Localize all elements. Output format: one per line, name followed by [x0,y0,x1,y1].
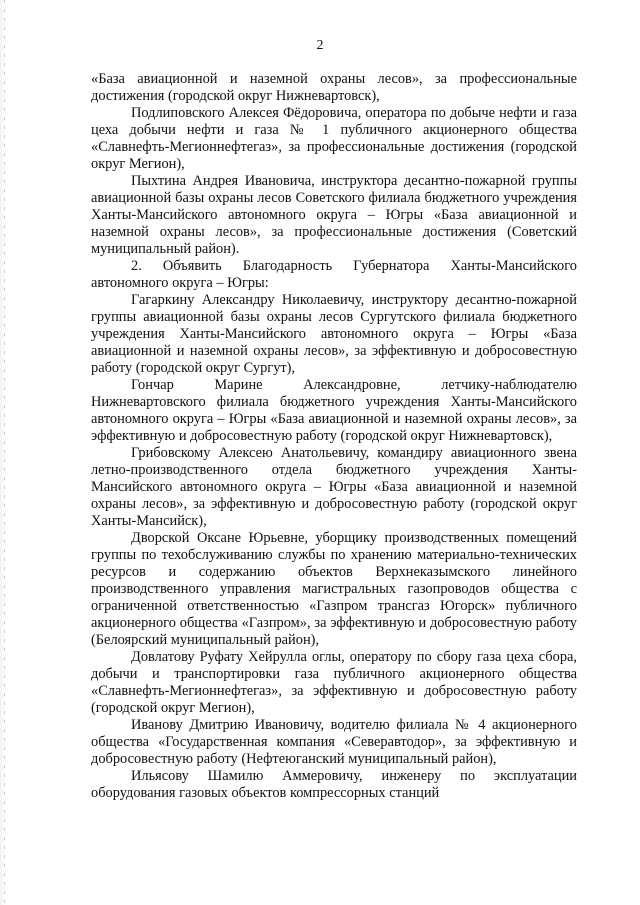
paragraph-gagarkin: Гагаркину Александру Николаевичу, инструктору десантно-пожарной группы авиационной базы охраны лесов Сургутского филиала бюджетного учреждения Ханты-Мансийского автономного округа – Югры «База авиационной и наземной охраны лесов», за эффективную и добросовестную работу (городской округ Сургут), [91,292,577,376]
paragraph-gribovsky: Грибовскому Алексею Анатольевичу, командиру авиационного звена летно-производственного отдела бюджетного учреждения Ханты-Мансийского автономного округа – Югры «База авиационной и наземной охраны лесов», за эффективную и добросовестную работу (городской округ Ханты-Мансийск), [91,445,577,529]
scan-edge-line [4,0,5,905]
document-body [91,71,577,802]
paragraph-gonchar: Гончар Марине Александровне, летчику-наблюдателю Нижневартовского филиала бюджетного учреждения Ханты-Мансийского автономного округа – Югры «База авиационной и наземной охраны лесов», за эффективную и добросовестную работу (городской округ Нижневартовск), [91,377,577,444]
paragraph-section-2: 2. Объявить Благодарность Губернатора Ханты-Мансийского автономного округа – Югры: [91,258,577,291]
paragraph-podlipovsky: Подлиповского Алексея Фёдоровича, оператора по добыче нефти и газа цеха добычи нефти и газа № 1 публичного акционерного общества «Славнефть-Мегионнефтегаз», за профессиональные достижения (городской округ Мегион), [91,105,577,172]
page-number: 2 [316,38,324,53]
paragraph-continuation: «База авиационной и наземной охраны лесов», за профессиональные достижения (городской округ Нижневартовск), [91,71,577,104]
paragraph-pykhtin: Пыхтина Андрея Ивановича, инструктора десантно-пожарной группы авиационной базы охраны лесов Советского филиала бюджетного учреждения Ханты-Мансийского автономного округа – Югры «База авиационной и наземной охраны лесов», за профессиональные достижения (Советский муниципальный район). [91,173,577,257]
paragraph-dvorskaya: Дворской Оксане Юрьевне, уборщику производственных помещений группы по техобслуживанию службы по хранению материально-технических ресурсов и содержанию объектов Верхнеказымского линейного производственного управления магистральных газопроводов общества с ограниченной ответственностью «Газпром трансгаз Югорск» публичного акционерного общества «Газпром», за эффективную и добросовестную работу (Белоярский муниципальный район), [91,530,577,648]
paragraph-ivanov: Иванову Дмитрию Ивановичу, водителю филиала № 4 акционерного общества «Государственная компания «Северавтодор», за эффективную и добросовестную работу (Нефтеюганский муниципальный район), [91,717,577,767]
paragraph-dovlatov: Довлатову Руфату Хейрулла оглы, оператору по сбору газа цеха сбора, добычи и транспортировки газа публичного акционерного общества «Славнефть-Мегионнефтегаз», за эффективную и добросовестную работу (городской округ Мегион), [91,649,577,716]
paragraph-ilyasov: Ильясову Шамилю Аммеровичу, инженеру по эксплуатации оборудования газовых объектов компрессорных станций [91,768,577,801]
scan-left-edge [0,0,14,905]
